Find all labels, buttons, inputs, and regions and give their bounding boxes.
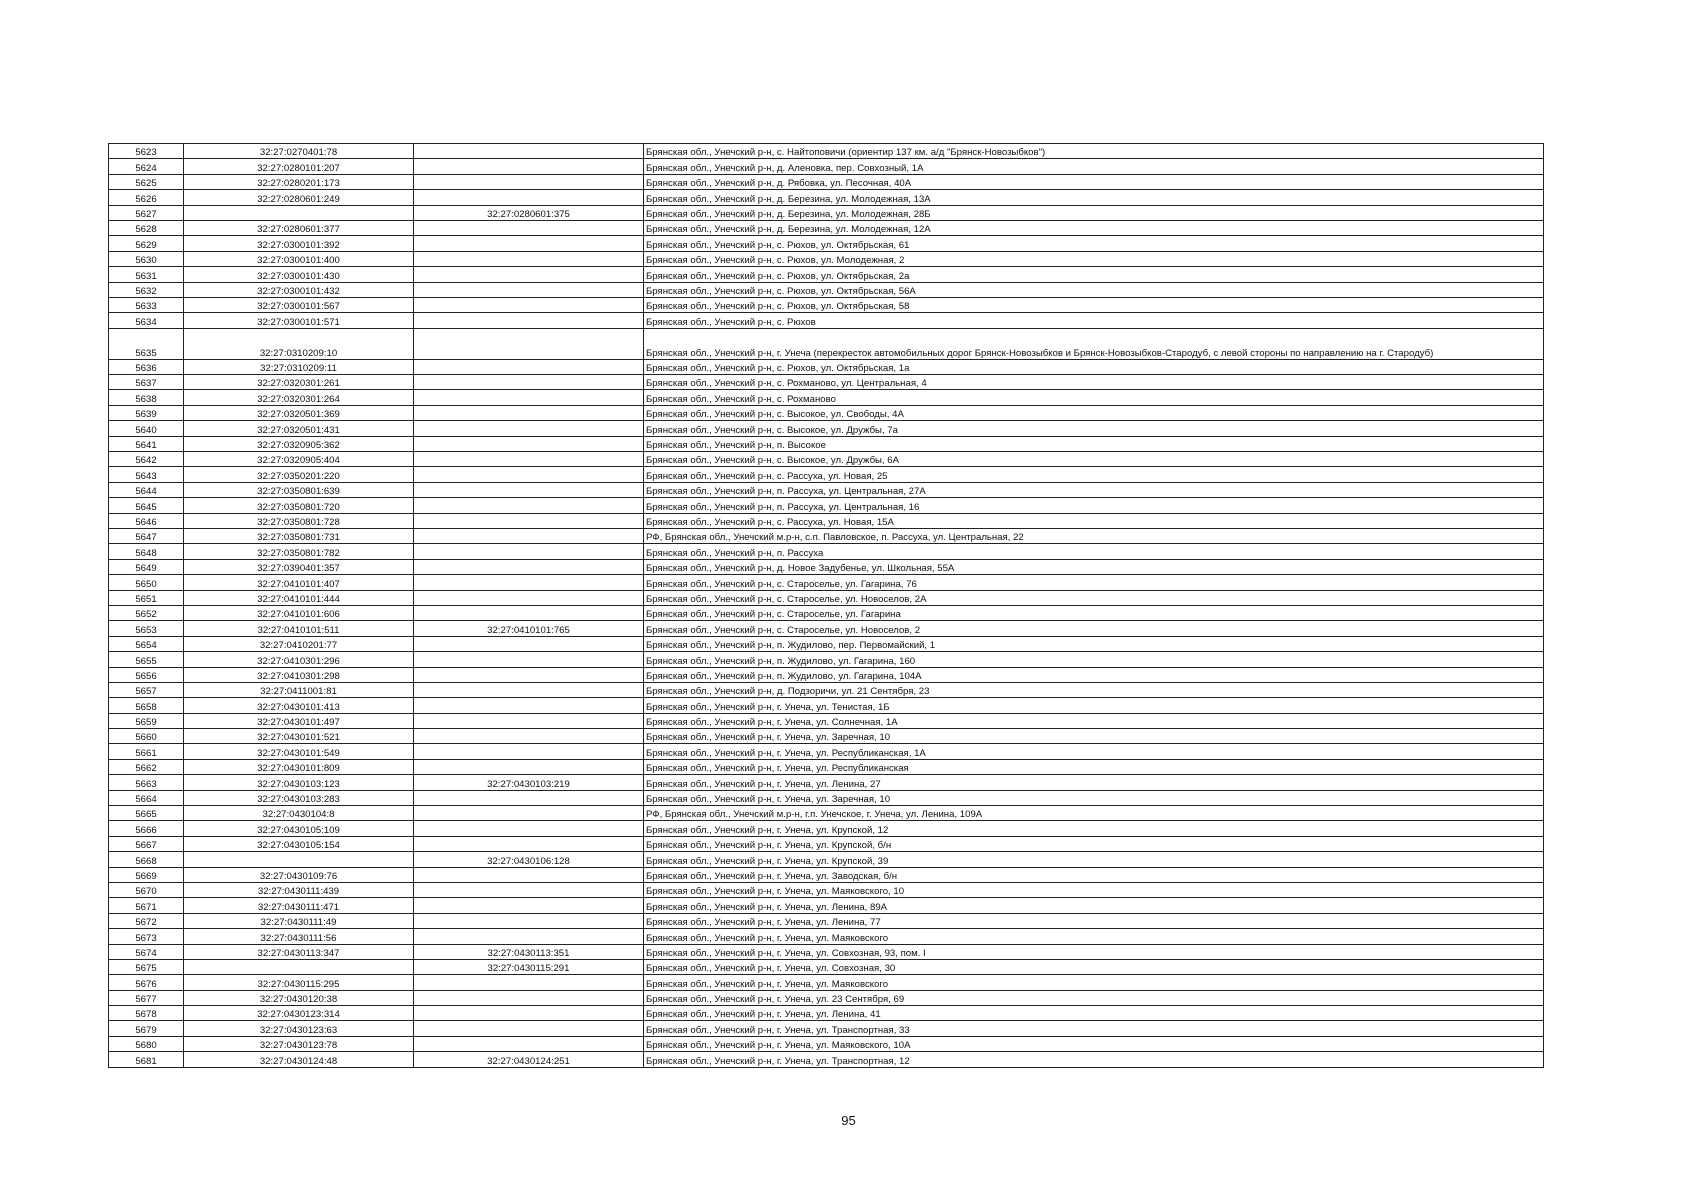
address-cell: Брянская обл., Унечский р-н, с. Найтоповичи (ориентир 137 км. а/д "Брянск-Новозыбков") xyxy=(644,144,1544,159)
address-cell: Брянская обл., Унечский р-н, г. Унеча, ул. Транспортная, 12 xyxy=(644,1052,1544,1067)
cadastral-number-cell: 32:27:0430101:521 xyxy=(184,729,414,744)
address-cell: Брянская обл., Унечский р-н, г. Унеча, ул. Ленина, 41 xyxy=(644,1006,1544,1021)
table-row xyxy=(109,652,1544,667)
related-cadastral-number-cell xyxy=(414,744,644,759)
row-number-cell: 5668 xyxy=(109,852,184,867)
related-cadastral-number-cell xyxy=(414,559,644,574)
table-row xyxy=(109,144,1544,159)
table-row xyxy=(109,990,1544,1005)
row-number-cell: 5674 xyxy=(109,944,184,959)
table-row xyxy=(109,467,1544,482)
table-row xyxy=(109,559,1544,574)
row-number-cell: 5633 xyxy=(109,297,184,312)
address-cell: Брянская обл., Унечский р-н, с. Староселье, ул. Гагарина, 76 xyxy=(644,575,1544,590)
row-number-cell: 5641 xyxy=(109,436,184,451)
cadastral-number-cell: 32:27:0430105:154 xyxy=(184,836,414,851)
cadastral-number-cell: 32:27:0410101:511 xyxy=(184,621,414,636)
table-row xyxy=(109,359,1544,374)
table-row xyxy=(109,498,1544,513)
row-number-cell: 5660 xyxy=(109,729,184,744)
row-number-cell: 5681 xyxy=(109,1052,184,1067)
cadastral-number-cell: 32:27:0411001:81 xyxy=(184,682,414,697)
table-row xyxy=(109,744,1544,759)
table-row xyxy=(109,421,1544,436)
cadastral-number-cell: 32:27:0320501:431 xyxy=(184,421,414,436)
address-cell: Брянская обл., Унечский р-н, п. Рассуха, ул. Центральная, 27А xyxy=(644,482,1544,497)
related-cadastral-number-cell xyxy=(414,1021,644,1036)
cadastral-number-cell: 32:27:0430123:314 xyxy=(184,1006,414,1021)
cadastral-number-cell: 32:27:0270401:78 xyxy=(184,144,414,159)
address-cell: Брянская обл., Унечский р-н, с. Староселье, ул. Новоселов, 2А xyxy=(644,590,1544,605)
table-row xyxy=(109,821,1544,836)
cadastral-number-cell xyxy=(184,959,414,974)
cadastral-number-cell: 32:27:0310209:10 xyxy=(184,328,414,359)
related-cadastral-number-cell xyxy=(414,729,644,744)
related-cadastral-number-cell xyxy=(414,913,644,928)
address-cell: Брянская обл., Унечский р-н, д. Подзоричи, ул. 21 Сентября, 23 xyxy=(644,682,1544,697)
address-cell: Брянская обл., Унечский р-н, г. Унеча, ул. Совхозная, 30 xyxy=(644,959,1544,974)
related-cadastral-number-cell: 32:27:0430124:251 xyxy=(414,1052,644,1067)
related-cadastral-number-cell xyxy=(414,867,644,882)
cadastral-number-cell: 32:27:0350801:720 xyxy=(184,498,414,513)
related-cadastral-number-cell xyxy=(414,682,644,697)
address-cell: Брянская обл., Унечский р-н, с. Рохманово, ул. Центральная, 4 xyxy=(644,375,1544,390)
table-row xyxy=(109,174,1544,189)
table-row xyxy=(109,867,1544,882)
table-row xyxy=(109,313,1544,328)
cadastral-number-cell: 32:27:0350801:731 xyxy=(184,528,414,543)
related-cadastral-number-cell xyxy=(414,1006,644,1021)
row-number-cell: 5680 xyxy=(109,1036,184,1051)
table-row xyxy=(109,436,1544,451)
row-number-cell: 5652 xyxy=(109,605,184,620)
related-cadastral-number-cell xyxy=(414,528,644,543)
address-cell: Брянская обл., Унечский р-н, г. Унеча, ул. Крупской, б/н xyxy=(644,836,1544,851)
cadastral-number-cell: 32:27:0430111:471 xyxy=(184,898,414,913)
row-number-cell: 5625 xyxy=(109,174,184,189)
row-number-cell: 5638 xyxy=(109,390,184,405)
related-cadastral-number-cell xyxy=(414,790,644,805)
row-number-cell: 5624 xyxy=(109,159,184,174)
related-cadastral-number-cell xyxy=(414,436,644,451)
table-row xyxy=(109,236,1544,251)
address-cell: Брянская обл., Унечский р-н, г. Унеча, ул. Республиканская xyxy=(644,759,1544,774)
cadastral-number-cell: 32:27:0410101:407 xyxy=(184,575,414,590)
address-cell: Брянская обл., Унечский р-н, г. Унеча, ул. Маяковского, 10 xyxy=(644,882,1544,897)
row-number-cell: 5634 xyxy=(109,313,184,328)
related-cadastral-number-cell xyxy=(414,390,644,405)
cadastral-number-cell: 32:27:0350801:782 xyxy=(184,544,414,559)
related-cadastral-number-cell xyxy=(414,251,644,266)
related-cadastral-number-cell xyxy=(414,1036,644,1051)
cadastral-number-cell xyxy=(184,205,414,220)
address-cell: Брянская обл., Унечский р-н, г. Унеча, ул. Совхозная, 93, пом. I xyxy=(644,944,1544,959)
cadastral-number-cell: 32:27:0300101:400 xyxy=(184,251,414,266)
table-row xyxy=(109,775,1544,790)
cadastral-number-cell: 32:27:0410301:298 xyxy=(184,667,414,682)
related-cadastral-number-cell xyxy=(414,713,644,728)
related-cadastral-number-cell xyxy=(414,359,644,374)
row-number-cell: 5639 xyxy=(109,405,184,420)
address-cell: Брянская обл., Унечский р-н, п. Высокое xyxy=(644,436,1544,451)
related-cadastral-number-cell xyxy=(414,159,644,174)
cadastral-number-cell: 32:27:0350801:639 xyxy=(184,482,414,497)
cadastral-number-cell: 32:27:0350201:220 xyxy=(184,467,414,482)
cadastral-number-cell: 32:27:0320905:404 xyxy=(184,452,414,467)
row-number-cell: 5629 xyxy=(109,236,184,251)
cadastral-number-cell: 32:27:0320301:264 xyxy=(184,390,414,405)
row-number-cell: 5658 xyxy=(109,698,184,713)
table-row xyxy=(109,944,1544,959)
address-cell: Брянская обл., Унечский р-н, г. Унеча, ул. Крупской, 39 xyxy=(644,852,1544,867)
row-number-cell: 5679 xyxy=(109,1021,184,1036)
row-number-cell: 5650 xyxy=(109,575,184,590)
address-cell: Брянская обл., Унечский р-н, с. Высокое, ул. Дружбы, 7а xyxy=(644,421,1544,436)
cadastral-number-cell: 32:27:0410201:77 xyxy=(184,636,414,651)
cadastral-number-cell: 32:27:0430105:109 xyxy=(184,821,414,836)
cadastral-number-cell: 32:27:0430123:78 xyxy=(184,1036,414,1051)
address-cell: Брянская обл., Унечский р-н, д. Аленовка, пер. Совхозный, 1А xyxy=(644,159,1544,174)
cadastral-number-cell: 32:27:0280201:173 xyxy=(184,174,414,189)
related-cadastral-number-cell xyxy=(414,297,644,312)
table-row xyxy=(109,528,1544,543)
cadastral-number-cell: 32:27:0390401:357 xyxy=(184,559,414,574)
table-row xyxy=(109,882,1544,897)
address-cell: Брянская обл., Унечский р-н, с. Высокое, ул. Дружбы, 6А xyxy=(644,452,1544,467)
row-number-cell: 5640 xyxy=(109,421,184,436)
row-number-cell: 5678 xyxy=(109,1006,184,1021)
table-row xyxy=(109,190,1544,205)
table-row xyxy=(109,667,1544,682)
table-row xyxy=(109,636,1544,651)
address-cell: Брянская обл., Унечский р-н, с. Рюхов, ул. Октябрьская, 56А xyxy=(644,282,1544,297)
cadastral-number-cell: 32:27:0430104:8 xyxy=(184,806,414,821)
table-row xyxy=(109,1052,1544,1067)
row-number-cell: 5671 xyxy=(109,898,184,913)
related-cadastral-number-cell xyxy=(414,513,644,528)
address-cell: РФ, Брянская обл., Унечский м.р-н, г.п. Унечское, г. Унеча, ул. Ленина, 109А xyxy=(644,806,1544,821)
table-row xyxy=(109,975,1544,990)
related-cadastral-number-cell: 32:27:0410101:765 xyxy=(414,621,644,636)
cadastral-number-cell: 32:27:0410101:606 xyxy=(184,605,414,620)
row-number-cell: 5643 xyxy=(109,467,184,482)
related-cadastral-number-cell xyxy=(414,144,644,159)
table-row xyxy=(109,251,1544,266)
table-row xyxy=(109,159,1544,174)
address-cell: Брянская обл., Унечский р-н, г. Унеча, ул. Тенистая, 1Б xyxy=(644,698,1544,713)
address-cell: Брянская обл., Унечский р-н, г. Унеча (перекресток автомобильных дорог Брянск-Новозыбков и Брянск-Новозыбков-Стародуб, с левой стороны по направлению на г. Стародуб) xyxy=(644,328,1544,359)
related-cadastral-number-cell xyxy=(414,267,644,282)
registry-table-body xyxy=(109,144,1544,1068)
address-cell: Брянская обл., Унечский р-н, г. Унеча, ул. Ленина, 77 xyxy=(644,913,1544,928)
cadastral-number-cell: 32:27:0430101:497 xyxy=(184,713,414,728)
row-number-cell: 5662 xyxy=(109,759,184,774)
address-cell: Брянская обл., Унечский р-н, г. Унеча, ул. Ленина, 89А xyxy=(644,898,1544,913)
related-cadastral-number-cell xyxy=(414,375,644,390)
related-cadastral-number-cell xyxy=(414,236,644,251)
related-cadastral-number-cell xyxy=(414,498,644,513)
address-cell: Брянская обл., Унечский р-н, с. Рюхов, ул. Октябрьская, 2а xyxy=(644,267,1544,282)
table-row xyxy=(109,605,1544,620)
row-number-cell: 5644 xyxy=(109,482,184,497)
cadastral-number-cell: 32:27:0430113:347 xyxy=(184,944,414,959)
row-number-cell: 5647 xyxy=(109,528,184,543)
row-number-cell: 5627 xyxy=(109,205,184,220)
address-cell: Брянская обл., Унечский р-н, г. Унеча, ул. Республиканская, 1А xyxy=(644,744,1544,759)
table-row xyxy=(109,913,1544,928)
related-cadastral-number-cell xyxy=(414,698,644,713)
table-row xyxy=(109,297,1544,312)
row-number-cell: 5657 xyxy=(109,682,184,697)
address-cell: Брянская обл., Унечский р-н, с. Рюхов, ул. Октябрьская, 1а xyxy=(644,359,1544,374)
related-cadastral-number-cell xyxy=(414,328,644,359)
table-row xyxy=(109,621,1544,636)
related-cadastral-number-cell xyxy=(414,190,644,205)
address-cell: Брянская обл., Унечский р-н, с. Высокое, ул. Свободы, 4А xyxy=(644,405,1544,420)
cadastral-number-cell: 32:27:0320301:261 xyxy=(184,375,414,390)
address-cell: Брянская обл., Унечский р-н, п. Рассуха xyxy=(644,544,1544,559)
row-number-cell: 5653 xyxy=(109,621,184,636)
table-row xyxy=(109,405,1544,420)
table-row xyxy=(109,836,1544,851)
row-number-cell: 5630 xyxy=(109,251,184,266)
related-cadastral-number-cell xyxy=(414,590,644,605)
address-cell: Брянская обл., Унечский р-н, с. Рюхов, ул. Молодежная, 2 xyxy=(644,251,1544,266)
related-cadastral-number-cell xyxy=(414,575,644,590)
row-number-cell: 5623 xyxy=(109,144,184,159)
address-cell: Брянская обл., Унечский р-н, г. Унеча, ул. Заречная, 10 xyxy=(644,729,1544,744)
address-cell: Брянская обл., Унечский р-н, с. Староселье, ул. Гагарина xyxy=(644,605,1544,620)
row-number-cell: 5646 xyxy=(109,513,184,528)
table-row xyxy=(109,452,1544,467)
cadastral-number-cell: 32:27:0430101:809 xyxy=(184,759,414,774)
row-number-cell: 5673 xyxy=(109,929,184,944)
row-number-cell: 5667 xyxy=(109,836,184,851)
related-cadastral-number-cell xyxy=(414,667,644,682)
cadastral-number-cell: 32:27:0300101:567 xyxy=(184,297,414,312)
cadastral-number-cell: 32:27:0280601:377 xyxy=(184,220,414,235)
row-number-cell: 5642 xyxy=(109,452,184,467)
cadastral-number-cell: 32:27:0300101:432 xyxy=(184,282,414,297)
cadastral-number-cell: 32:27:0430109:76 xyxy=(184,867,414,882)
cadastral-number-cell xyxy=(184,852,414,867)
address-cell: Брянская обл., Унечский р-н, г. Унеча, ул. Крупской, 12 xyxy=(644,821,1544,836)
table-row xyxy=(109,729,1544,744)
address-cell: Брянская обл., Унечский р-н, п. Жудилово, ул. Гагарина, 104А xyxy=(644,667,1544,682)
row-number-cell: 5659 xyxy=(109,713,184,728)
cadastral-number-cell: 32:27:0430101:549 xyxy=(184,744,414,759)
address-cell: Брянская обл., Унечский р-н, д. Березина, ул. Молодежная, 12А xyxy=(644,220,1544,235)
cadastral-number-cell: 32:27:0280601:249 xyxy=(184,190,414,205)
cadastral-number-cell: 32:27:0300101:571 xyxy=(184,313,414,328)
cadastral-number-cell: 32:27:0410301:296 xyxy=(184,652,414,667)
row-number-cell: 5648 xyxy=(109,544,184,559)
cadastral-number-cell: 32:27:0300101:392 xyxy=(184,236,414,251)
related-cadastral-number-cell xyxy=(414,975,644,990)
table-row xyxy=(109,898,1544,913)
address-cell: Брянская обл., Унечский р-н, д. Березина, ул. Молодежная, 13А xyxy=(644,190,1544,205)
table-row xyxy=(109,220,1544,235)
table-row xyxy=(109,390,1544,405)
table-row xyxy=(109,544,1544,559)
row-number-cell: 5677 xyxy=(109,990,184,1005)
row-number-cell: 5663 xyxy=(109,775,184,790)
related-cadastral-number-cell xyxy=(414,652,644,667)
cadastral-number-cell: 32:27:0280101:207 xyxy=(184,159,414,174)
related-cadastral-number-cell xyxy=(414,544,644,559)
row-number-cell: 5645 xyxy=(109,498,184,513)
related-cadastral-number-cell xyxy=(414,821,644,836)
row-number-cell: 5664 xyxy=(109,790,184,805)
address-cell: Брянская обл., Унечский р-н, г. Унеча, ул. Заречная, 10 xyxy=(644,790,1544,805)
row-number-cell: 5637 xyxy=(109,375,184,390)
related-cadastral-number-cell xyxy=(414,467,644,482)
cadastral-number-cell: 32:27:0430103:123 xyxy=(184,775,414,790)
table-row xyxy=(109,682,1544,697)
address-cell: Брянская обл., Унечский р-н, г. Унеча, ул. Солнечная, 1А xyxy=(644,713,1544,728)
cadastral-number-cell: 32:27:0430124:48 xyxy=(184,1052,414,1067)
address-cell: Брянская обл., Унечский р-н, с. Рассуха, ул. Новая, 15А xyxy=(644,513,1544,528)
table-row xyxy=(109,328,1544,359)
related-cadastral-number-cell xyxy=(414,898,644,913)
related-cadastral-number-cell: 32:27:0430106:128 xyxy=(414,852,644,867)
row-number-cell: 5661 xyxy=(109,744,184,759)
row-number-cell: 5628 xyxy=(109,220,184,235)
table-row xyxy=(109,929,1544,944)
cadastral-number-cell: 32:27:0350801:728 xyxy=(184,513,414,528)
table-row xyxy=(109,482,1544,497)
cadastral-number-cell: 32:27:0410101:444 xyxy=(184,590,414,605)
address-cell: Брянская обл., Унечский р-н, г. Унеча, ул. 23 Сентября, 69 xyxy=(644,990,1544,1005)
row-number-cell: 5651 xyxy=(109,590,184,605)
table-row xyxy=(109,698,1544,713)
row-number-cell: 5669 xyxy=(109,867,184,882)
cadastral-number-cell: 32:27:0430103:283 xyxy=(184,790,414,805)
cadastral-number-cell: 32:27:0430111:439 xyxy=(184,882,414,897)
address-cell: Брянская обл., Унечский р-н, с. Рюхов xyxy=(644,313,1544,328)
row-number-cell: 5649 xyxy=(109,559,184,574)
table-row xyxy=(109,267,1544,282)
row-number-cell: 5636 xyxy=(109,359,184,374)
related-cadastral-number-cell xyxy=(414,929,644,944)
cadastral-number-cell: 32:27:0430101:413 xyxy=(184,698,414,713)
table-row xyxy=(109,590,1544,605)
cadastral-number-cell: 32:27:0430111:49 xyxy=(184,913,414,928)
table-row xyxy=(109,852,1544,867)
address-cell: Брянская обл., Унечский р-н, п. Жудилово, ул. Гагарина, 160 xyxy=(644,652,1544,667)
row-number-cell: 5666 xyxy=(109,821,184,836)
table-row xyxy=(109,575,1544,590)
address-cell: Брянская обл., Унечский р-н, г. Унеча, ул. Ленина, 27 xyxy=(644,775,1544,790)
address-cell: Брянская обл., Унечский р-н, п. Рассуха, ул. Центральная, 16 xyxy=(644,498,1544,513)
related-cadastral-number-cell xyxy=(414,759,644,774)
related-cadastral-number-cell xyxy=(414,482,644,497)
cadastral-number-cell: 32:27:0430111:56 xyxy=(184,929,414,944)
address-cell: Брянская обл., Унечский р-н, г. Унеча, ул. Маяковского xyxy=(644,929,1544,944)
row-number-cell: 5675 xyxy=(109,959,184,974)
cadastral-number-cell: 32:27:0320501:369 xyxy=(184,405,414,420)
related-cadastral-number-cell xyxy=(414,405,644,420)
related-cadastral-number-cell xyxy=(414,174,644,189)
row-number-cell: 5626 xyxy=(109,190,184,205)
related-cadastral-number-cell xyxy=(414,421,644,436)
related-cadastral-number-cell xyxy=(414,636,644,651)
address-cell: Брянская обл., Унечский р-н, с. Староселье, ул. Новоселов, 2 xyxy=(644,621,1544,636)
row-number-cell: 5672 xyxy=(109,913,184,928)
cadastral-number-cell: 32:27:0310209:11 xyxy=(184,359,414,374)
table-row xyxy=(109,806,1544,821)
address-cell: Брянская обл., Унечский р-н, д. Рябовка, ул. Песочная, 40А xyxy=(644,174,1544,189)
address-cell: Брянская обл., Унечский р-н, п. Жудилово, пер. Первомайский, 1 xyxy=(644,636,1544,651)
cadastral-number-cell: 32:27:0320905:362 xyxy=(184,436,414,451)
related-cadastral-number-cell xyxy=(414,605,644,620)
row-number-cell: 5676 xyxy=(109,975,184,990)
row-number-cell: 5655 xyxy=(109,652,184,667)
row-number-cell: 5632 xyxy=(109,282,184,297)
table-row xyxy=(109,713,1544,728)
table-row xyxy=(109,759,1544,774)
related-cadastral-number-cell xyxy=(414,220,644,235)
table-row xyxy=(109,790,1544,805)
related-cadastral-number-cell xyxy=(414,806,644,821)
related-cadastral-number-cell xyxy=(414,836,644,851)
cadastral-number-cell: 32:27:0300101:430 xyxy=(184,267,414,282)
related-cadastral-number-cell xyxy=(414,882,644,897)
table-row xyxy=(109,1006,1544,1021)
related-cadastral-number-cell: 32:27:0430113:351 xyxy=(414,944,644,959)
related-cadastral-number-cell xyxy=(414,282,644,297)
address-cell: Брянская обл., Унечский р-н, с. Рохманово xyxy=(644,390,1544,405)
address-cell: Брянская обл., Унечский р-н, г. Унеча, ул. Маяковского, 10А xyxy=(644,1036,1544,1051)
address-cell: Брянская обл., Унечский р-н, г. Унеча, ул. Маяковского xyxy=(644,975,1544,990)
related-cadastral-number-cell xyxy=(414,452,644,467)
address-cell: Брянская обл., Унечский р-н, с. Рюхов, ул. Октябрьская, 61 xyxy=(644,236,1544,251)
related-cadastral-number-cell xyxy=(414,990,644,1005)
table-row xyxy=(109,959,1544,974)
related-cadastral-number-cell: 32:27:0280601:375 xyxy=(414,205,644,220)
table-row xyxy=(109,282,1544,297)
address-cell: Брянская обл., Унечский р-н, с. Рассуха, ул. Новая, 25 xyxy=(644,467,1544,482)
registry-table xyxy=(108,143,1544,1068)
related-cadastral-number-cell: 32:27:0430103:219 xyxy=(414,775,644,790)
related-cadastral-number-cell xyxy=(414,313,644,328)
row-number-cell: 5665 xyxy=(109,806,184,821)
table-row xyxy=(109,375,1544,390)
cadastral-number-cell: 32:27:0430123:63 xyxy=(184,1021,414,1036)
table-row xyxy=(109,513,1544,528)
row-number-cell: 5670 xyxy=(109,882,184,897)
table-row xyxy=(109,1021,1544,1036)
address-cell: Брянская обл., Унечский р-н, д. Березина, ул. Молодежная, 28Б xyxy=(644,205,1544,220)
table-row xyxy=(109,1036,1544,1051)
row-number-cell: 5654 xyxy=(109,636,184,651)
address-cell: Брянская обл., Унечский р-н, г. Унеча, ул. Заводская, б/н xyxy=(644,867,1544,882)
table-row xyxy=(109,205,1544,220)
address-cell: Брянская обл., Унечский р-н, с. Рюхов, ул. Октябрьская, 58 xyxy=(644,297,1544,312)
cadastral-number-cell: 32:27:0430115:295 xyxy=(184,975,414,990)
row-number-cell: 5635 xyxy=(109,328,184,359)
row-number-cell: 5656 xyxy=(109,667,184,682)
address-cell: Брянская обл., Унечский р-н, д. Новое Задубенье, ул. Школьная, 55А xyxy=(644,559,1544,574)
page-number: 95 xyxy=(841,1113,856,1128)
address-cell: Брянская обл., Унечский р-н, г. Унеча, ул. Транспортная, 33 xyxy=(644,1021,1544,1036)
related-cadastral-number-cell: 32:27:0430115:291 xyxy=(414,959,644,974)
row-number-cell: 5631 xyxy=(109,267,184,282)
cadastral-number-cell: 32:27:0430120:38 xyxy=(184,990,414,1005)
address-cell: РФ, Брянская обл., Унечский м.р-н, с.п. Павловское, п. Рассуха, ул. Центральная, 22 xyxy=(644,528,1544,543)
